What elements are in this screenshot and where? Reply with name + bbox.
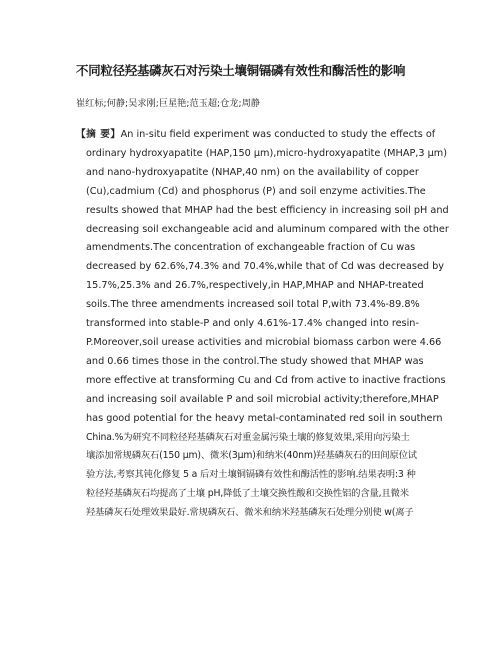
author-list: 崔红标;何静;吴求刚;巨星艳;范玉超;仓龙;周静 <box>76 98 260 109</box>
abstract-line: 羟基磷灰石处理效果最好.常规磷灰石、微米和纳米羟基磷灰石处理分别使 w(离子 <box>86 507 414 519</box>
abstract-line: 壤添加常规磷灰石(150 μm)、微米(3μm)和纳米(40nm)羟基磷灰石的田间原位试 <box>86 450 417 462</box>
abstract-line: China.%为研究不同粒径羟基磷灰石对重金属污染土壤的修复效果,采用向污染土 <box>86 431 410 443</box>
abstract-line: more effective at transforming Cu and Cd from active to inactive fractions <box>86 374 446 386</box>
abstract-line: P.Moreover,soil urease activities and microbial biomass carbon were 4.66 <box>86 336 442 348</box>
abstract-line: soils.The three amendments increased soil total P,with 73.4%-89.8% <box>86 299 420 311</box>
abstract-line: 验方法,考察其钝化修复 5 a 后对土壤铜镉磷有效性和酶活性的影响.结果表明:3 种 <box>86 469 416 481</box>
abstract-line: (Cu),cadmium (Cd) and phosphorus (P) and soil enzyme activities.The <box>86 185 426 197</box>
abstract-line: decreasing soil exchangeable acid and aluminum compared with the other <box>86 223 449 235</box>
abstract-line: 15.7%,25.3% and 26.7%,respectively,in HAP,MHAP and NHAP-treated <box>86 280 424 292</box>
abstract-line: and nano-hydroxyapatite (NHAP,40 nm) on the availability of copper <box>86 166 419 178</box>
paper-title: 不同粒径羟基磷灰石对污染土壤铜镉磷有效性和酶活性的影响 <box>76 63 406 78</box>
abstract-line: results showed that MHAP had the best efficiency in increasing soil pH and <box>86 204 449 216</box>
abstract-line: and 0.66 times those in the control.The study showed that MHAP was <box>86 355 424 367</box>
abstract-line: ordinary hydroxyapatite (HAP,150 μm),micro-hydroxyapatite (MHAP,3 μm) <box>86 147 447 159</box>
abstract-line: has good potential for the heavy metal-contaminated red soil in southern <box>86 412 443 424</box>
abstract-line: and increasing soil available P and soil microbial activity;therefore,MHAP <box>86 393 439 405</box>
abstract-tag: 【摘 要】 <box>76 129 121 140</box>
abstract-line: decreased by 62.6%,74.3% and 70.4%,while that of Cd was decreased by <box>86 261 445 273</box>
abstract-line: amendments.The concentration of exchangeable fraction of Cu was <box>86 242 416 254</box>
abstract <box>76 126 449 523</box>
abstract-line: 粒径羟基磷灰石均提高了土壤 pH,降低了土壤交换性酸和交换性铝的含量,且微米 <box>86 488 409 500</box>
abstract-line: transformed into stable-P and only 4.61%-17.4% changed into resin- <box>86 318 419 330</box>
abstract-line: 【摘 要】An in-situ field experiment was conducted to study the effects of <box>76 129 436 140</box>
